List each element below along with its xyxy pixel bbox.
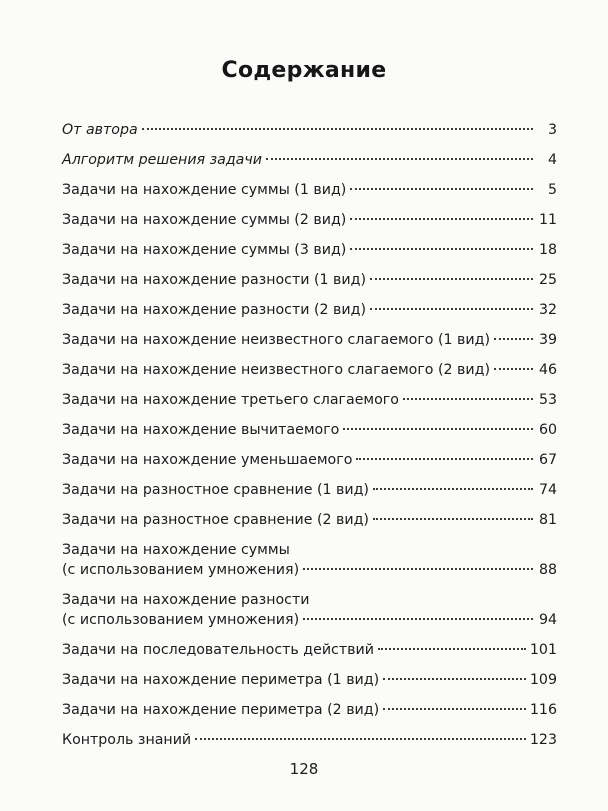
dot-leader bbox=[373, 488, 533, 490]
toc-entry-title: Задачи на нахождение суммы (3 вид) bbox=[62, 242, 347, 258]
toc-page-number: 46 bbox=[538, 362, 557, 378]
toc-entry bbox=[62, 420, 557, 450]
toc-entry-title-line1: Задачи на нахождение суммы bbox=[62, 542, 290, 558]
toc-page-number: 25 bbox=[538, 272, 557, 288]
toc-entry-title: Задачи на нахождение неизвестного слагаемого (2 вид) bbox=[62, 362, 490, 378]
toc-entry bbox=[62, 640, 557, 670]
toc-entry-title: Задачи на последовательность действий bbox=[62, 642, 374, 658]
dot-leader bbox=[383, 678, 526, 680]
toc-page-number: 116 bbox=[529, 702, 557, 718]
toc-page-number: 88 bbox=[538, 562, 557, 578]
toc-page-number: 74 bbox=[538, 482, 557, 498]
toc-entry bbox=[62, 700, 557, 730]
toc-entry-title: Задачи на нахождение периметра (1 вид) bbox=[62, 672, 380, 688]
toc-entry bbox=[62, 120, 557, 150]
dot-leader bbox=[142, 128, 533, 130]
toc-entry-title: Задачи на нахождение суммы (2 вид) bbox=[62, 212, 347, 228]
toc-entry bbox=[62, 730, 557, 760]
toc-entry-title: Задачи на разностное сравнение (2 вид) bbox=[62, 512, 369, 528]
dot-leader bbox=[494, 338, 533, 340]
toc-page-number: 3 bbox=[547, 122, 557, 138]
toc-page-number: 60 bbox=[538, 422, 557, 438]
toc-page-number: 53 bbox=[538, 392, 557, 408]
dot-leader bbox=[383, 708, 526, 710]
toc-entry bbox=[62, 240, 557, 270]
toc-entry-title: Задачи на нахождение неизвестного слагаемого (1 вид) bbox=[62, 332, 490, 348]
dot-leader bbox=[343, 428, 533, 430]
page-number-footer: 128 bbox=[289, 760, 319, 778]
dot-leader bbox=[370, 308, 533, 310]
toc-entry-title: Задачи на нахождение суммы (1 вид) bbox=[62, 182, 347, 198]
dot-leader bbox=[303, 568, 533, 570]
toc-entry bbox=[62, 480, 557, 510]
toc-entry bbox=[62, 270, 557, 300]
table-of-contents bbox=[62, 120, 557, 760]
toc-entry bbox=[62, 590, 557, 640]
toc-entry-title: Задачи на нахождение вычитаемого bbox=[62, 422, 340, 438]
toc-page-number: 5 bbox=[547, 182, 557, 198]
dot-leader bbox=[373, 518, 533, 520]
toc-entry bbox=[62, 330, 557, 360]
toc-entry bbox=[62, 390, 557, 420]
toc-entry-title: Задачи на нахождение разности (1 вид) bbox=[62, 272, 366, 288]
toc-entry-title: Задачи на разностное сравнение (1 вид) bbox=[62, 482, 369, 498]
toc-entry-title: От автора bbox=[62, 122, 138, 138]
toc-entry bbox=[62, 540, 557, 590]
toc-entry-title: (с использованием умножения) bbox=[62, 562, 300, 578]
dot-leader bbox=[378, 648, 526, 650]
toc-entry-title: Задачи на нахождение третьего слагаемого bbox=[62, 392, 399, 408]
toc-entry-title: (с использованием умножения) bbox=[62, 612, 300, 628]
toc-entry-title: Задачи на нахождение уменьшаемого bbox=[62, 452, 353, 468]
toc-page-number: 18 bbox=[538, 242, 557, 258]
toc-entry-title: Задачи на нахождение периметра (2 вид) bbox=[62, 702, 380, 718]
toc-entry bbox=[62, 300, 557, 330]
toc-entry bbox=[62, 510, 557, 540]
toc-entry bbox=[62, 450, 557, 480]
dot-leader bbox=[350, 248, 533, 250]
toc-entry-title-line1: Задачи на нахождение разности bbox=[62, 592, 310, 608]
dot-leader bbox=[303, 618, 533, 620]
toc-page-number: 109 bbox=[529, 672, 557, 688]
toc-entry bbox=[62, 360, 557, 390]
toc-entry-title: Задачи на нахождение разности (2 вид) bbox=[62, 302, 366, 318]
dot-leader bbox=[403, 398, 533, 400]
toc-entry bbox=[62, 180, 557, 210]
dot-leader bbox=[350, 218, 533, 220]
dot-leader bbox=[370, 278, 533, 280]
dot-leader bbox=[195, 738, 526, 740]
page-title: Содержание bbox=[221, 58, 387, 83]
toc-entry-title: Контроль знаний bbox=[62, 732, 192, 748]
toc-entry bbox=[62, 670, 557, 700]
toc-page-number: 101 bbox=[529, 642, 557, 658]
dot-leader bbox=[266, 158, 533, 160]
toc-entry bbox=[62, 150, 557, 180]
toc-page-number: 81 bbox=[538, 512, 557, 528]
toc-page-number: 39 bbox=[538, 332, 557, 348]
toc-page-number: 11 bbox=[538, 212, 557, 228]
toc-page-number: 4 bbox=[547, 152, 557, 168]
toc-page-number: 94 bbox=[538, 612, 557, 628]
toc-page-number: 32 bbox=[538, 302, 557, 318]
toc-entry bbox=[62, 210, 557, 240]
toc-page-number: 67 bbox=[538, 452, 557, 468]
dot-leader bbox=[356, 458, 533, 460]
toc-page-number: 123 bbox=[529, 732, 557, 748]
dot-leader bbox=[494, 368, 533, 370]
toc-entry-title: Алгоритм решения задачи bbox=[62, 152, 262, 168]
dot-leader bbox=[350, 188, 533, 190]
